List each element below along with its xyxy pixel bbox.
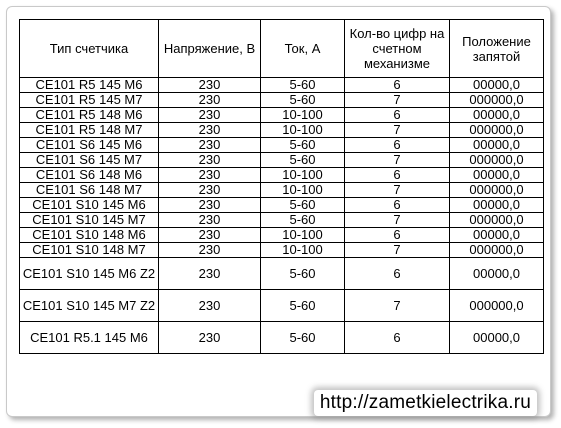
cell-voltage: 230 <box>159 258 261 290</box>
content-frame <box>6 6 551 417</box>
cell-meter-type: CE101 S10 148 M7 <box>20 243 159 258</box>
cell-digit-count: 7 <box>345 93 450 108</box>
cell-current: 5-60 <box>261 78 345 93</box>
cell-current: 5-60 <box>261 258 345 290</box>
cell-comma-position: 000000,0 <box>450 243 544 258</box>
cell-voltage: 230 <box>159 78 261 93</box>
cell-voltage: 230 <box>159 213 261 228</box>
cell-voltage: 230 <box>159 228 261 243</box>
cell-comma-position: 00000,0 <box>450 322 544 354</box>
cell-meter-type: CE101 S10 145 M6 <box>20 198 159 213</box>
cell-comma-position: 00000,0 <box>450 78 544 93</box>
cell-comma-position: 00000,0 <box>450 198 544 213</box>
cell-digit-count: 6 <box>345 228 450 243</box>
cell-voltage: 230 <box>159 290 261 322</box>
cell-current: 10-100 <box>261 183 345 198</box>
cell-voltage: 230 <box>159 138 261 153</box>
header-current: Ток, А <box>261 20 345 78</box>
table-row <box>20 108 544 123</box>
table-row <box>20 168 544 183</box>
table-row <box>20 183 544 198</box>
cell-digit-count: 7 <box>345 123 450 138</box>
cell-digit-count: 7 <box>345 183 450 198</box>
table-row <box>20 198 544 213</box>
cell-digit-count: 6 <box>345 258 450 290</box>
table-row <box>20 258 544 290</box>
cell-comma-position: 000000,0 <box>450 123 544 138</box>
table-row <box>20 78 544 93</box>
cell-current: 10-100 <box>261 228 345 243</box>
cell-meter-type: CE101 S6 148 M6 <box>20 168 159 183</box>
cell-current: 10-100 <box>261 243 345 258</box>
header-comma-position: Положение запятой <box>450 20 544 78</box>
table-row <box>20 322 544 354</box>
cell-meter-type: CE101 R5.1 145 M6 <box>20 322 159 354</box>
cell-voltage: 230 <box>159 243 261 258</box>
cell-digit-count: 7 <box>345 290 450 322</box>
table-row <box>20 153 544 168</box>
cell-voltage: 230 <box>159 108 261 123</box>
site-url-watermark: http://zametkielectrika.ru <box>314 390 537 416</box>
cell-current: 5-60 <box>261 213 345 228</box>
cell-voltage: 230 <box>159 123 261 138</box>
cell-voltage: 230 <box>159 322 261 354</box>
cell-meter-type: CE101 S10 145 M7 <box>20 213 159 228</box>
cell-digit-count: 6 <box>345 322 450 354</box>
cell-meter-type: CE101 R5 148 M6 <box>20 108 159 123</box>
cell-voltage: 230 <box>159 198 261 213</box>
cell-digit-count: 6 <box>345 168 450 183</box>
cell-meter-type: CE101 S10 145 M7 Z2 <box>20 290 159 322</box>
cell-meter-type: CE101 R5 148 M7 <box>20 123 159 138</box>
meters-table <box>19 19 544 354</box>
cell-comma-position: 00000,0 <box>450 228 544 243</box>
table-row <box>20 213 544 228</box>
cell-current: 10-100 <box>261 168 345 183</box>
table-row <box>20 243 544 258</box>
cell-comma-position: 000000,0 <box>450 183 544 198</box>
cell-voltage: 230 <box>159 168 261 183</box>
table-row <box>20 228 544 243</box>
cell-current: 5-60 <box>261 290 345 322</box>
cell-current: 10-100 <box>261 108 345 123</box>
cell-current: 10-100 <box>261 123 345 138</box>
cell-comma-position: 00000,0 <box>450 168 544 183</box>
cell-current: 5-60 <box>261 198 345 213</box>
cell-comma-position: 00000,0 <box>450 258 544 290</box>
cell-comma-position: 00000,0 <box>450 108 544 123</box>
cell-comma-position: 00000,0 <box>450 138 544 153</box>
cell-meter-type: CE101 S6 145 M6 <box>20 138 159 153</box>
header-voltage: Напряжение, В <box>159 20 261 78</box>
cell-current: 5-60 <box>261 153 345 168</box>
table-row <box>20 138 544 153</box>
table-row <box>20 93 544 108</box>
cell-current: 5-60 <box>261 322 345 354</box>
cell-meter-type: CE101 R5 145 M6 <box>20 78 159 93</box>
cell-voltage: 230 <box>159 153 261 168</box>
cell-digit-count: 6 <box>345 198 450 213</box>
table-header-row <box>20 20 544 78</box>
cell-comma-position: 000000,0 <box>450 93 544 108</box>
cell-meter-type: CE101 S10 145 M6 Z2 <box>20 258 159 290</box>
cell-current: 5-60 <box>261 138 345 153</box>
table-row <box>20 123 544 138</box>
cell-comma-position: 000000,0 <box>450 290 544 322</box>
cell-voltage: 230 <box>159 183 261 198</box>
cell-meter-type: CE101 R5 145 M7 <box>20 93 159 108</box>
cell-comma-position: 000000,0 <box>450 153 544 168</box>
cell-meter-type: CE101 S6 148 M7 <box>20 183 159 198</box>
header-digit-count: Кол-во цифр на счетном механизме <box>345 20 450 78</box>
cell-digit-count: 6 <box>345 138 450 153</box>
cell-voltage: 230 <box>159 93 261 108</box>
table-row <box>20 290 544 322</box>
header-meter-type: Тип счетчика <box>20 20 159 78</box>
cell-meter-type: CE101 S6 145 M7 <box>20 153 159 168</box>
cell-digit-count: 7 <box>345 213 450 228</box>
cell-digit-count: 7 <box>345 243 450 258</box>
cell-digit-count: 6 <box>345 108 450 123</box>
cell-meter-type: CE101 S10 148 M6 <box>20 228 159 243</box>
cell-comma-position: 000000,0 <box>450 213 544 228</box>
cell-current: 5-60 <box>261 93 345 108</box>
cell-digit-count: 7 <box>345 153 450 168</box>
cell-digit-count: 6 <box>345 78 450 93</box>
